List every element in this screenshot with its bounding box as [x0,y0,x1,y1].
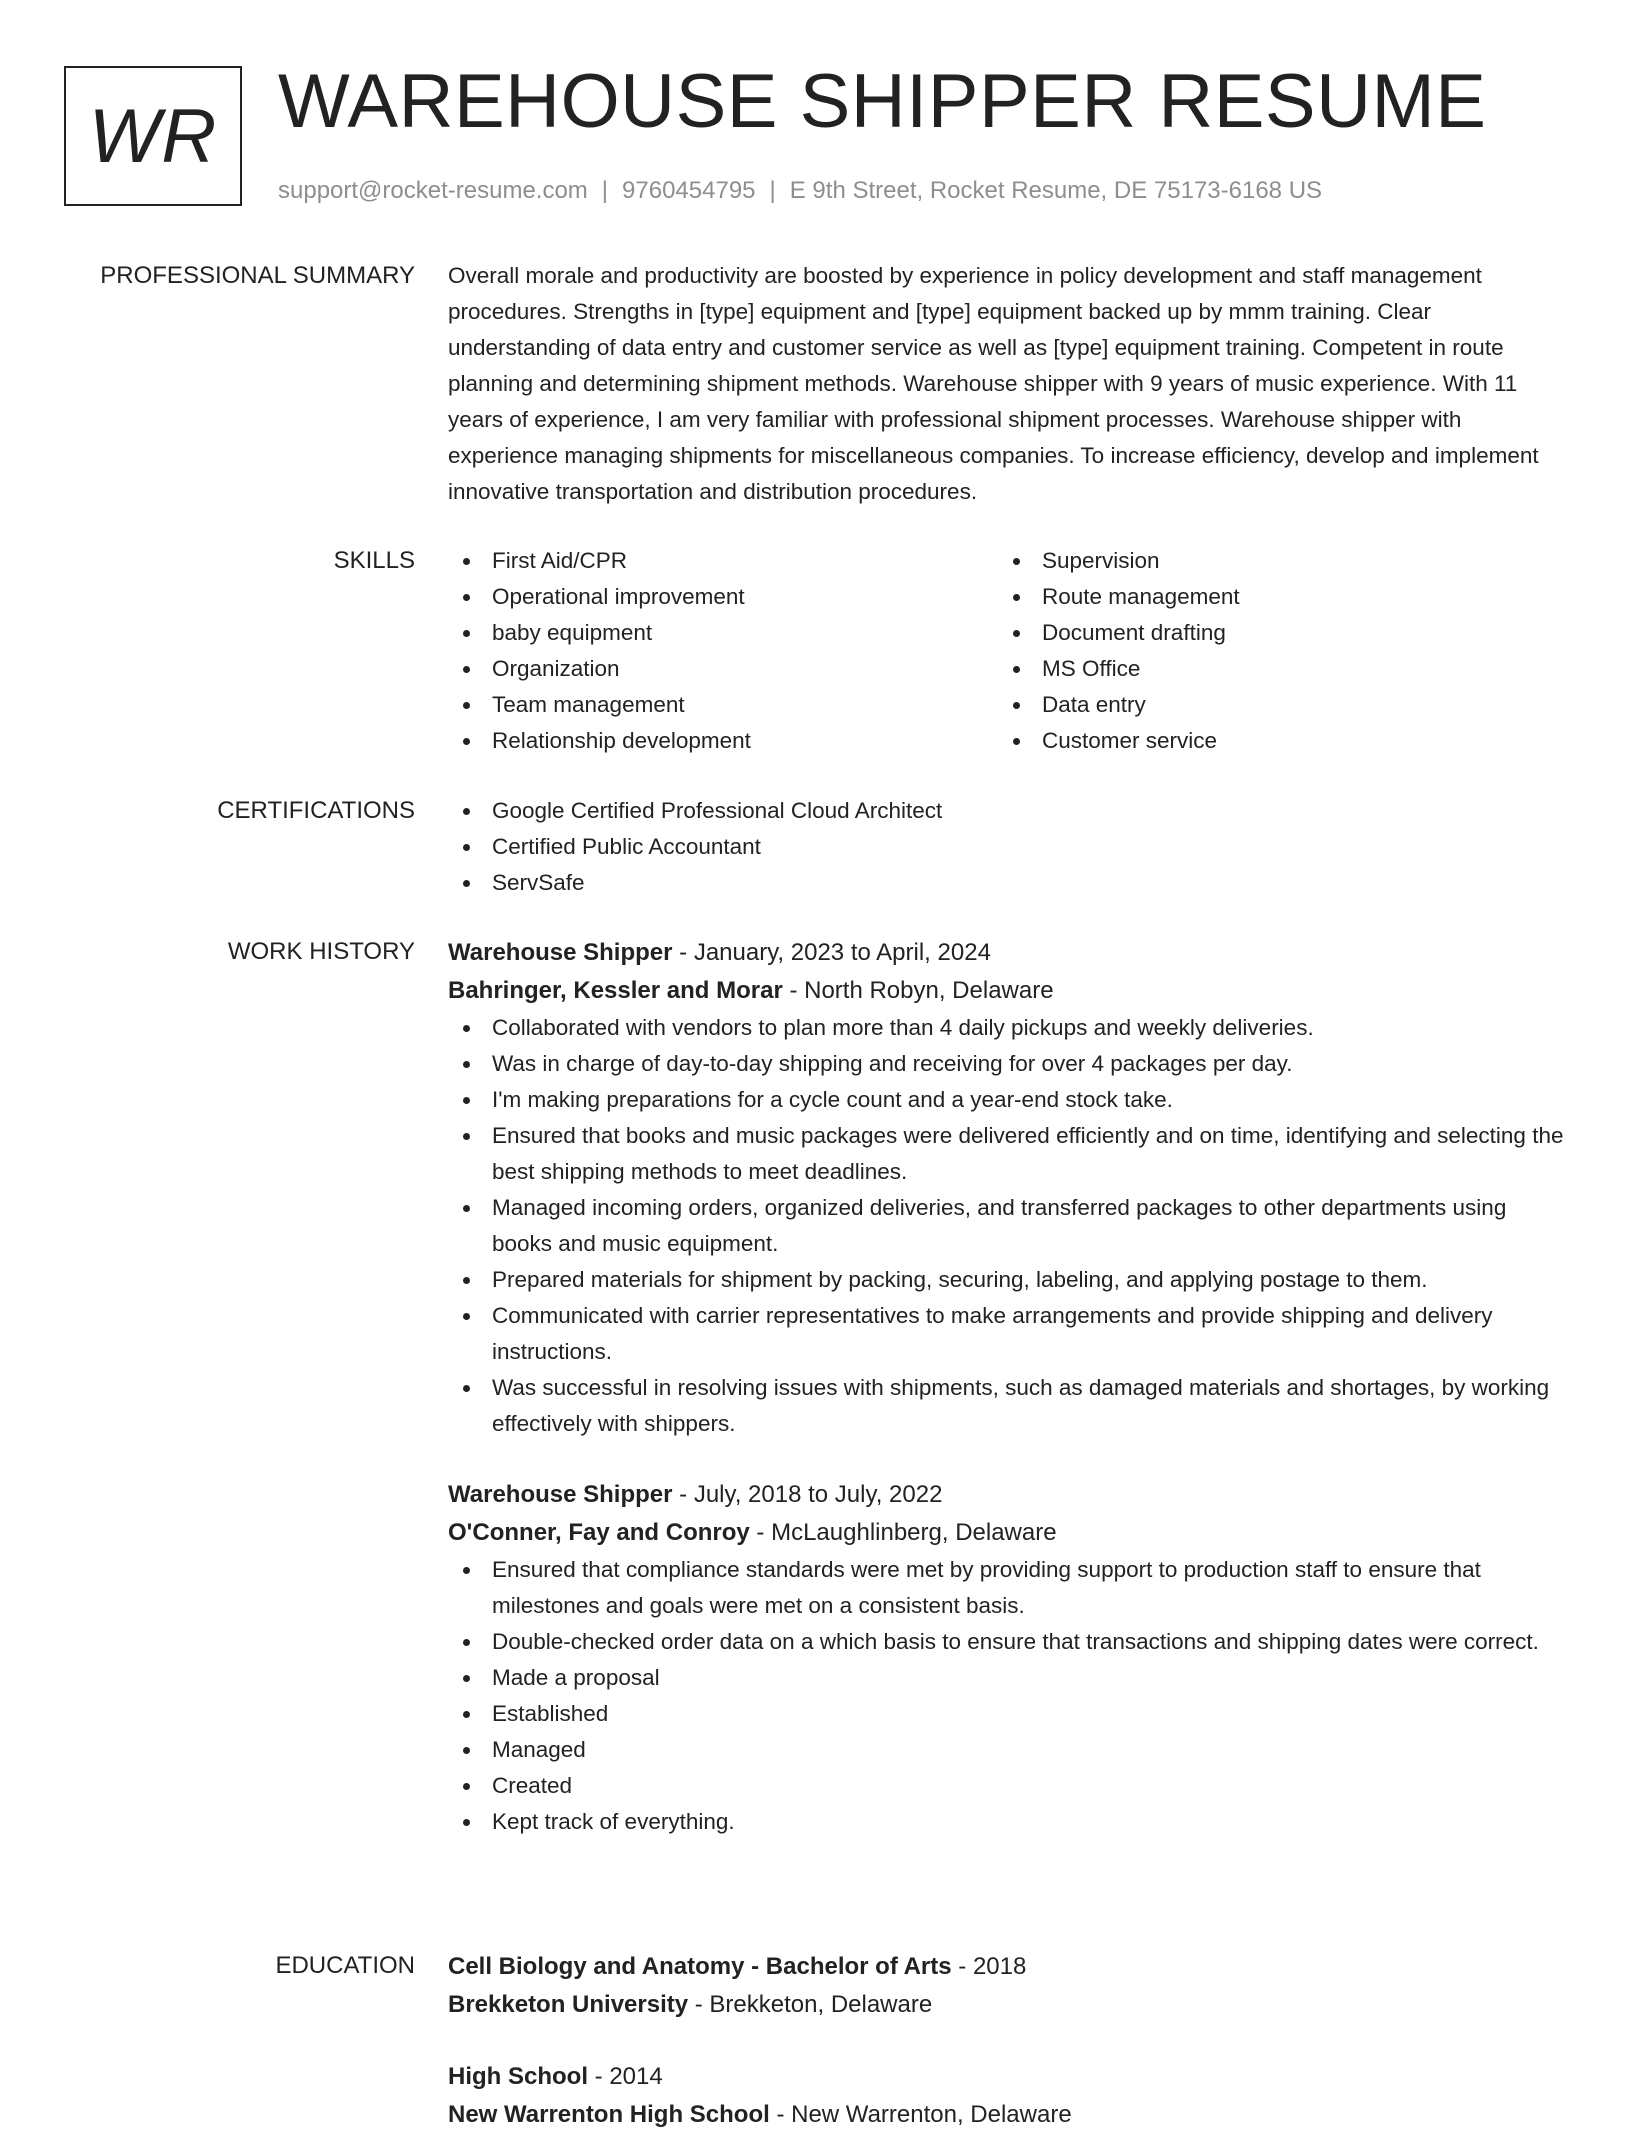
education-school: New Warrenton High School [448,2101,770,2128]
job-duty: Managed incoming orders, organized deliveries, and transferred packages to other departments using books and music equipment. [448,1190,1564,1262]
job-duty: Was successful in resolving issues with shipments, such as damaged materials and shortages, by working effectively with shippers. [448,1370,1564,1442]
skill-item: Team management [448,687,998,723]
skills-body [448,543,1564,759]
education-degree: Cell Biology and Anatomy - Bachelor of Arts [448,1953,952,1980]
skill-item: Data entry [998,687,1548,723]
job-location: - North Robyn, Delaware [789,977,1054,1004]
certification-item: Certified Public Accountant [448,829,1564,865]
skill-item: Customer service [998,723,1548,759]
job-duty: Established [448,1696,1564,1732]
job-title-line [448,934,1564,972]
job-duty: I'm making preparations for a cycle count and a year-end stock take. [448,1082,1564,1118]
contact-line [278,176,1322,206]
job-title-line [448,1476,1564,1514]
education-school: Brekketon University [448,1991,689,2018]
job-dates: - January, 2023 to April, 2024 [679,939,991,966]
education-year: - 2014 [594,2063,663,2090]
contact-address: E 9th Street, Rocket Resume, DE 75173-6168 US [789,177,1323,204]
job-title: Warehouse Shipper [448,939,673,966]
education-entry [448,1948,1564,2024]
certifications-list [448,793,1564,901]
job-duty: Collaborated with vendors to plan more than 4 daily pickups and weekly deliveries. [448,1010,1564,1046]
job-duty: Kept track of everything. [448,1804,1564,1840]
summary-text: Overall morale and productivity are boosted by experience in policy development and staff management procedures. Strengths in [type] equipment and [type] equipment backed up by mmm training. Clear understanding of data entry and customer service as well as [type] equipment training. Competent in route planning and determining shipment methods. Warehouse shipper with 9 years of music experience. With 11 years of experience, I am very familiar with professional shipment processes. Warehouse shipper with experience managing shipments for miscellaneous companies. To increase efficiency, develop and implement innovative transportation and distribution procedures. [448,263,1539,504]
job-entry [448,934,1564,1442]
job-duty: Created [448,1768,1564,1804]
certifications-body [448,793,1564,901]
job-company: O'Conner, Fay and Conroy [448,1519,750,1546]
job-duties-list [448,1552,1564,1840]
education-location: - Brekketon, Delaware [694,1991,933,2018]
skills-list-right [998,543,1548,759]
job-location: - McLaughlinberg, Delaware [756,1519,1057,1546]
work-history-heading: WORK HISTORY [227,938,415,965]
summary-body [448,258,1564,510]
skills-list-left [448,543,998,759]
contact-separator: | [769,177,776,204]
contact-email: support@rocket-resume.com [278,177,588,204]
job-title: Warehouse Shipper [448,1481,673,1508]
job-dates: - July, 2018 to July, 2022 [679,1481,943,1508]
certification-item: ServSafe [448,865,1564,901]
education-degree: High School [448,2063,588,2090]
job-duty: Managed [448,1732,1564,1768]
skill-item: MS Office [998,651,1548,687]
monogram-initials: WR [88,93,218,179]
job-duty: Prepared materials for shipment by packing, securing, labeling, and applying postage to them. [448,1262,1564,1298]
skill-item: baby equipment [448,615,998,651]
job-company: Bahringer, Kessler and Morar [448,977,783,1004]
education-body [448,1948,1564,2134]
skill-item: First Aid/CPR [448,543,998,579]
contact-phone: 9760454795 [622,177,756,204]
education-degree-line [448,1948,1564,1986]
skills-columns [448,543,1564,759]
resume-title: WAREHOUSE SHIPPER RESUME [278,59,1487,144]
job-duty: Made a proposal [448,1660,1564,1696]
skill-item: Operational improvement [448,579,998,615]
skill-item: Organization [448,651,998,687]
job-duty: Communicated with carrier representatives to make arrangements and provide shipping and delivery instructions. [448,1298,1564,1370]
skill-item: Route management [998,579,1548,615]
job-duty: Was in charge of day-to-day shipping and receiving for over 4 packages per day. [448,1046,1564,1082]
education-heading: EDUCATION [275,1952,415,1979]
job-duties-list [448,1010,1564,1442]
job-duty: Double-checked order data on a which basis to ensure that transactions and shipping dates were correct. [448,1624,1564,1660]
monogram-box [64,66,242,206]
job-duty: Ensured that compliance standards were met by providing support to production staff to ensure that milestones and goals were met on a consistent basis. [448,1552,1564,1624]
job-duty: Ensured that books and music packages were delivered efficiently and on time, identifying and selecting the best shipping methods to meet deadlines. [448,1118,1564,1190]
contact-separator: | [601,177,609,204]
skill-item: Supervision [998,543,1548,579]
education-entry [448,2058,1564,2134]
education-year: - 2018 [958,1953,1027,1980]
education-degree-line [448,2058,1564,2096]
work-history-body [448,934,1564,1840]
education-school-line [448,2096,1564,2134]
skill-item: Relationship development [448,723,998,759]
skill-item: Document drafting [998,615,1548,651]
job-entry [448,1476,1564,1840]
education-location: - New Warrenton, Delaware [776,2101,1072,2128]
summary-heading: PROFESSIONAL SUMMARY [100,262,415,289]
job-company-line [448,972,1564,1010]
job-company-line [448,1514,1564,1552]
education-school-line [448,1986,1564,2024]
certifications-heading: CERTIFICATIONS [217,797,415,824]
skills-heading: SKILLS [333,547,415,574]
certification-item: Google Certified Professional Cloud Architect [448,793,1564,829]
